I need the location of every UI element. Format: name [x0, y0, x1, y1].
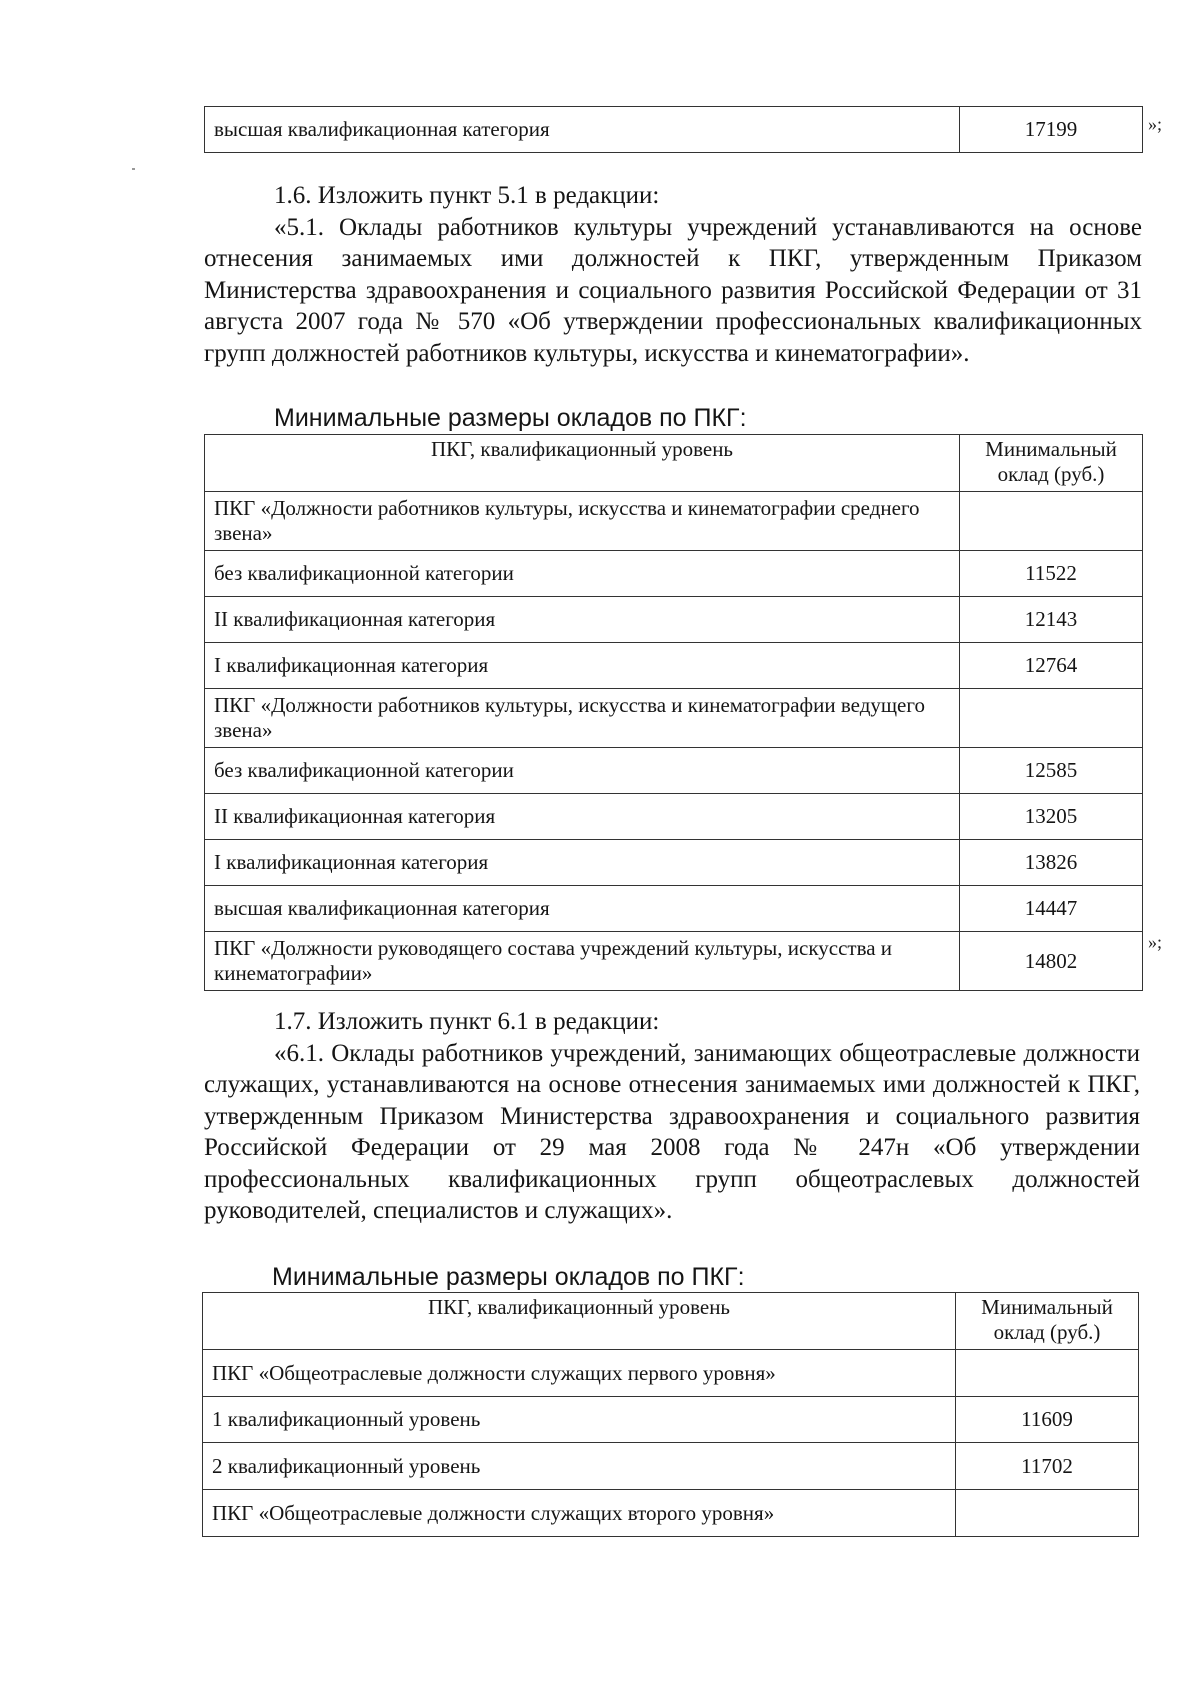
- row-label: ПКГ «Общеотраслевые должности служащих первого уровня»: [203, 1350, 956, 1397]
- section-1-7-body: «6.1. Оклады работников учреждений, занимающих общеотраслевые должности служащих, устанавливаются на основе отнесения занимаемых ими должностей к ПКГ, утвержденным Приказом Министерства здравоохранения и социального развития Российской Федерации от 29 мая 2008 года № 247н «Об утверждении профессиональных квалификационных групп общеотраслевых должностей руководителей, специалистов и служащих».: [204, 1039, 1140, 1224]
- table-row: [205, 492, 1143, 551]
- row-value: 12585: [960, 748, 1143, 794]
- table-row: [203, 1397, 1139, 1443]
- row-label: высшая квалификационная категория: [205, 107, 960, 153]
- row-value: 14802: [960, 932, 1143, 991]
- table-caption-1-6: Минимальные размеры окладов по ПКГ:: [274, 404, 747, 432]
- table-row: [205, 107, 1143, 153]
- row-label: 2 квалификационный уровень: [203, 1443, 956, 1490]
- row-label: 1 квалификационный уровень: [203, 1397, 956, 1443]
- table-row: [205, 748, 1143, 794]
- row-label: II квалификационная категория: [205, 794, 960, 840]
- table-row: [205, 886, 1143, 932]
- row-value: 11522: [960, 551, 1143, 597]
- salary-table-general: [202, 1292, 1139, 1537]
- close-quote-mark: »;: [1148, 932, 1163, 952]
- row-label: высшая квалификационная категория: [205, 886, 960, 932]
- row-value: 12764: [960, 643, 1143, 689]
- header-value: Минимальный оклад (руб.): [960, 435, 1143, 492]
- table-row: [205, 643, 1143, 689]
- salary-table-culture: [204, 434, 1143, 991]
- row-value: 12143: [960, 597, 1143, 643]
- section-1-7-text: [204, 1006, 1140, 1227]
- row-label: ПКГ «Должности работников культуры, искусства и кинематографии ведущего звена»: [205, 689, 960, 748]
- table-row: [205, 689, 1143, 748]
- row-value: 13826: [960, 840, 1143, 886]
- row-label: ПКГ «Общеотраслевые должности служащих второго уровня»: [203, 1490, 956, 1537]
- table-row: [205, 840, 1143, 886]
- row-label: без квалификационной категории: [205, 748, 960, 794]
- section-1-6-heading: 1.6. Изложить пункт 5.1 в редакции:: [274, 182, 660, 209]
- row-label: ПКГ «Должности работников культуры, искусства и кинематографии среднего звена»: [205, 492, 960, 551]
- row-value: [960, 492, 1143, 551]
- row-label: I квалификационная категория: [205, 840, 960, 886]
- top-table: [204, 106, 1143, 153]
- table-row: [205, 597, 1143, 643]
- row-value: [956, 1490, 1139, 1537]
- table-caption-1-7: Минимальные размеры окладов по ПКГ:: [272, 1263, 745, 1291]
- table-row: [205, 551, 1143, 597]
- row-value: 11702: [956, 1443, 1139, 1490]
- table-row: [203, 1490, 1139, 1537]
- row-label: I квалификационная категория: [205, 643, 960, 689]
- row-value: [956, 1350, 1139, 1397]
- row-label: II квалификационная категория: [205, 597, 960, 643]
- table-row: [205, 932, 1143, 991]
- section-1-7-heading: 1.7. Изложить пункт 6.1 в редакции:: [274, 1008, 660, 1035]
- table-row: [205, 794, 1143, 840]
- section-1-6-text: [204, 180, 1142, 369]
- header-label: ПКГ, квалификационный уровень: [203, 1293, 956, 1350]
- header-value: Минимальный оклад (руб.): [956, 1293, 1139, 1350]
- row-value: 14447: [960, 886, 1143, 932]
- row-label: без квалификационной категории: [205, 551, 960, 597]
- table-header-row: [203, 1293, 1139, 1350]
- section-1-6-body: «5.1. Оклады работников культуры учреждений устанавливаются на основе отнесения занимаемых ими должностей к ПКГ, утвержденным Приказом Министерства здравоохранения и социального развития Российской Федерации от 31 августа 2007 года № 570 «Об утверждении профессиональных квалификационных групп должностей работников культуры, искусства и кинематографии».: [204, 213, 1142, 367]
- row-value: [960, 689, 1143, 748]
- table-row: [203, 1350, 1139, 1397]
- table-header-row: [205, 435, 1143, 492]
- row-label: ПКГ «Должности руководящего состава учреждений культуры, искусства и кинематографии»: [205, 932, 960, 991]
- table-row: [203, 1443, 1139, 1490]
- scan-speck: [132, 168, 135, 170]
- header-label: ПКГ, квалификационный уровень: [205, 435, 960, 492]
- close-quote-mark: »;: [1148, 114, 1163, 134]
- row-value: 13205: [960, 794, 1143, 840]
- row-value: 17199: [960, 107, 1143, 153]
- row-value: 11609: [956, 1397, 1139, 1443]
